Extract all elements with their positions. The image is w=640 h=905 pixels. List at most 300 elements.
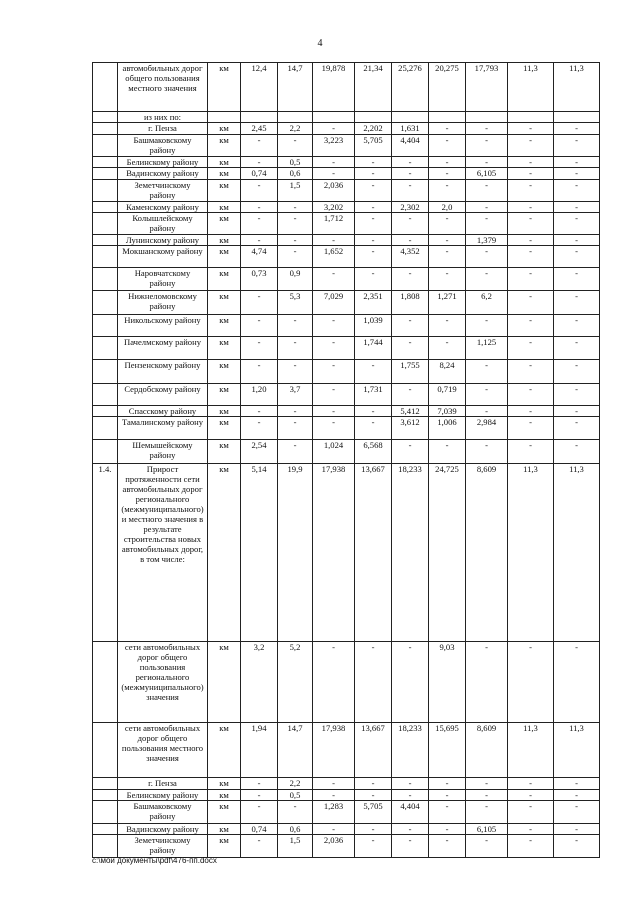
- indicator-name-cell: сети автомобильных дорог общего пользования местного значения: [118, 723, 208, 778]
- value-cell: -: [313, 315, 355, 337]
- table-row: [93, 801, 600, 824]
- value-cell: 2,202: [355, 123, 392, 135]
- value-cell: 2,036: [313, 180, 355, 202]
- value-cell: 17,793: [466, 63, 508, 112]
- value-cell: -: [508, 291, 554, 315]
- unit-cell: км: [208, 235, 241, 246]
- value-cell: [313, 112, 355, 123]
- row-number-cell: [93, 801, 118, 824]
- value-cell: -: [429, 824, 466, 835]
- value-cell: -: [466, 180, 508, 202]
- value-cell: -: [392, 384, 429, 406]
- value-cell: 7,039: [429, 406, 466, 417]
- value-cell: [241, 112, 278, 123]
- table-row: [93, 235, 600, 246]
- row-number-cell: [93, 112, 118, 123]
- value-cell: -: [313, 235, 355, 246]
- value-cell: -: [554, 168, 600, 180]
- table-row: [93, 440, 600, 464]
- value-cell: 5,705: [355, 135, 392, 157]
- value-cell: -: [554, 213, 600, 235]
- table-row: [93, 202, 600, 213]
- value-cell: -: [355, 406, 392, 417]
- value-cell: -: [429, 790, 466, 801]
- value-cell: 11,3: [554, 464, 600, 642]
- table-row: [93, 464, 600, 642]
- value-cell: 1,379: [466, 235, 508, 246]
- value-cell: 1,94: [241, 723, 278, 778]
- value-cell: -: [278, 801, 313, 824]
- page-number: 4: [317, 38, 323, 49]
- value-cell: -: [313, 123, 355, 135]
- value-cell: -: [241, 157, 278, 168]
- value-cell: -: [554, 778, 600, 790]
- road-length-table: [92, 62, 600, 858]
- value-cell: 14,7: [278, 63, 313, 112]
- value-cell: 19,9: [278, 464, 313, 642]
- value-cell: -: [278, 246, 313, 268]
- value-cell: 19,878: [313, 63, 355, 112]
- value-cell: 2,302: [392, 202, 429, 213]
- table-row: [93, 406, 600, 417]
- value-cell: [392, 112, 429, 123]
- value-cell: -: [466, 406, 508, 417]
- value-cell: -: [313, 168, 355, 180]
- row-number-cell: [93, 360, 118, 384]
- table-row: [93, 291, 600, 315]
- value-cell: -: [554, 384, 600, 406]
- value-cell: 11,3: [554, 63, 600, 112]
- value-cell: -: [313, 790, 355, 801]
- unit-cell: км: [208, 202, 241, 213]
- value-cell: -: [278, 417, 313, 440]
- value-cell: -: [241, 790, 278, 801]
- value-cell: -: [355, 213, 392, 235]
- value-cell: -: [429, 337, 466, 360]
- value-cell: -: [429, 778, 466, 790]
- indicator-name-cell: сети автомобильных дорог общего пользования регионального (межмуниципального) значения: [118, 642, 208, 723]
- indicator-name-cell: Мокшанскому району: [118, 246, 208, 268]
- unit-cell: км: [208, 801, 241, 824]
- indicator-name-cell: Колышлейскому району: [118, 213, 208, 235]
- value-cell: 1,006: [429, 417, 466, 440]
- table-row: [93, 268, 600, 291]
- value-cell: 3,7: [278, 384, 313, 406]
- unit-cell: км: [208, 291, 241, 315]
- value-cell: -: [466, 440, 508, 464]
- table-row: [93, 123, 600, 135]
- value-cell: -: [554, 123, 600, 135]
- row-number-cell: [93, 202, 118, 213]
- value-cell: -: [466, 268, 508, 291]
- value-cell: -: [508, 440, 554, 464]
- value-cell: -: [466, 202, 508, 213]
- indicator-name-cell: Пачелмскому району: [118, 337, 208, 360]
- value-cell: -: [508, 235, 554, 246]
- value-cell: 5,705: [355, 801, 392, 824]
- value-cell: 0,74: [241, 824, 278, 835]
- footer-file-path: c:\мои документы\pdf\476-пп.docx: [92, 856, 217, 865]
- row-number-cell: [93, 642, 118, 723]
- value-cell: -: [392, 180, 429, 202]
- value-cell: -: [241, 835, 278, 858]
- value-cell: -: [355, 157, 392, 168]
- value-cell: -: [554, 235, 600, 246]
- row-number-cell: [93, 123, 118, 135]
- value-cell: -: [554, 440, 600, 464]
- value-cell: -: [278, 406, 313, 417]
- value-cell: 1,652: [313, 246, 355, 268]
- table-row: [93, 246, 600, 268]
- value-cell: -: [466, 835, 508, 858]
- unit-cell: км: [208, 246, 241, 268]
- value-cell: -: [508, 202, 554, 213]
- value-cell: 6,105: [466, 168, 508, 180]
- value-cell: -: [554, 202, 600, 213]
- value-cell: -: [508, 157, 554, 168]
- value-cell: -: [429, 168, 466, 180]
- value-cell: -: [429, 235, 466, 246]
- value-cell: 4,352: [392, 246, 429, 268]
- table-row: [93, 360, 600, 384]
- value-cell: -: [313, 360, 355, 384]
- value-cell: -: [508, 246, 554, 268]
- value-cell: 20,275: [429, 63, 466, 112]
- value-cell: -: [554, 835, 600, 858]
- value-cell: -: [508, 778, 554, 790]
- value-cell: -: [554, 417, 600, 440]
- value-cell: 4,404: [392, 135, 429, 157]
- indicator-name-cell: Башмаковскому району: [118, 801, 208, 824]
- value-cell: 1,712: [313, 213, 355, 235]
- value-cell: 3,223: [313, 135, 355, 157]
- value-cell: -: [278, 235, 313, 246]
- unit-cell: км: [208, 63, 241, 112]
- table-row: [93, 135, 600, 157]
- value-cell: 6,105: [466, 824, 508, 835]
- unit-cell: км: [208, 642, 241, 723]
- value-cell: -: [466, 778, 508, 790]
- row-number-cell: [93, 790, 118, 801]
- value-cell: -: [392, 213, 429, 235]
- value-cell: -: [355, 268, 392, 291]
- value-cell: 6,568: [355, 440, 392, 464]
- value-cell: 17,938: [313, 723, 355, 778]
- value-cell: 3,2: [241, 642, 278, 723]
- value-cell: [355, 112, 392, 123]
- value-cell: 12,4: [241, 63, 278, 112]
- unit-cell: км: [208, 268, 241, 291]
- row-number-cell: [93, 835, 118, 858]
- row-number-cell: [93, 723, 118, 778]
- value-cell: -: [313, 406, 355, 417]
- value-cell: -: [313, 337, 355, 360]
- row-number-cell: [93, 246, 118, 268]
- value-cell: -: [355, 642, 392, 723]
- value-cell: -: [508, 213, 554, 235]
- value-cell: -: [278, 213, 313, 235]
- value-cell: 5,3: [278, 291, 313, 315]
- indicator-name-cell: Белинскому району: [118, 790, 208, 801]
- value-cell: -: [241, 315, 278, 337]
- unit-cell: [208, 112, 241, 123]
- row-number-cell: [93, 315, 118, 337]
- value-cell: -: [278, 202, 313, 213]
- value-cell: -: [392, 835, 429, 858]
- value-cell: -: [392, 440, 429, 464]
- value-cell: 7,029: [313, 291, 355, 315]
- value-cell: -: [241, 417, 278, 440]
- indicator-name-cell: Вадинскому району: [118, 168, 208, 180]
- value-cell: 1,271: [429, 291, 466, 315]
- value-cell: 2,2: [278, 123, 313, 135]
- value-cell: -: [241, 180, 278, 202]
- value-cell: 1,024: [313, 440, 355, 464]
- value-cell: -: [392, 268, 429, 291]
- value-cell: -: [392, 642, 429, 723]
- value-cell: -: [508, 337, 554, 360]
- value-cell: 1,808: [392, 291, 429, 315]
- row-number-cell: [93, 168, 118, 180]
- value-cell: 11,3: [508, 723, 554, 778]
- value-cell: 3,612: [392, 417, 429, 440]
- value-cell: -: [392, 790, 429, 801]
- row-number-cell: [93, 337, 118, 360]
- unit-cell: км: [208, 135, 241, 157]
- value-cell: -: [554, 315, 600, 337]
- value-cell: -: [429, 123, 466, 135]
- value-cell: 3,202: [313, 202, 355, 213]
- value-cell: 2,036: [313, 835, 355, 858]
- table-row: [93, 417, 600, 440]
- value-cell: -: [392, 157, 429, 168]
- table-row: [93, 790, 600, 801]
- unit-cell: км: [208, 790, 241, 801]
- indicator-name-cell: Никольскому району: [118, 315, 208, 337]
- value-cell: -: [241, 202, 278, 213]
- value-cell: -: [355, 202, 392, 213]
- row-number-cell: [93, 135, 118, 157]
- value-cell: 14,7: [278, 723, 313, 778]
- value-cell: 0,5: [278, 790, 313, 801]
- value-cell: -: [466, 384, 508, 406]
- indicator-name-cell: Башмаковскому району: [118, 135, 208, 157]
- indicator-name-cell: г. Пенза: [118, 123, 208, 135]
- indicator-name-cell: Белинскому району: [118, 157, 208, 168]
- row-number-cell: [93, 417, 118, 440]
- value-cell: -: [355, 168, 392, 180]
- table-row: [93, 384, 600, 406]
- value-cell: 11,3: [508, 63, 554, 112]
- value-cell: 8,24: [429, 360, 466, 384]
- value-cell: -: [508, 123, 554, 135]
- value-cell: -: [429, 835, 466, 858]
- indicator-name-cell: г. Пенза: [118, 778, 208, 790]
- value-cell: 17,938: [313, 464, 355, 642]
- value-cell: -: [508, 801, 554, 824]
- value-cell: -: [278, 135, 313, 157]
- value-cell: 25,276: [392, 63, 429, 112]
- indicator-name-cell: Нижнеломовскому району: [118, 291, 208, 315]
- value-cell: -: [355, 835, 392, 858]
- value-cell: -: [508, 268, 554, 291]
- value-cell: -: [554, 642, 600, 723]
- value-cell: -: [429, 135, 466, 157]
- value-cell: 1,631: [392, 123, 429, 135]
- value-cell: 1,755: [392, 360, 429, 384]
- row-number-cell: [93, 63, 118, 112]
- value-cell: 1,5: [278, 835, 313, 858]
- unit-cell: км: [208, 417, 241, 440]
- value-cell: -: [429, 315, 466, 337]
- indicator-name-cell: Сердобскому району: [118, 384, 208, 406]
- value-cell: 1,5: [278, 180, 313, 202]
- value-cell: 9,03: [429, 642, 466, 723]
- value-cell: -: [429, 440, 466, 464]
- value-cell: -: [554, 246, 600, 268]
- value-cell: -: [241, 235, 278, 246]
- value-cell: -: [392, 778, 429, 790]
- value-cell: -: [508, 790, 554, 801]
- row-number-cell: [93, 824, 118, 835]
- value-cell: 2,0: [429, 202, 466, 213]
- value-cell: 13,667: [355, 464, 392, 642]
- value-cell: 0,73: [241, 268, 278, 291]
- value-cell: -: [466, 642, 508, 723]
- value-cell: -: [554, 180, 600, 202]
- table-row: [93, 180, 600, 202]
- value-cell: -: [554, 337, 600, 360]
- indicator-name-cell: Лунинскому району: [118, 235, 208, 246]
- value-cell: -: [313, 157, 355, 168]
- value-cell: 8,609: [466, 464, 508, 642]
- value-cell: [508, 112, 554, 123]
- value-cell: 6,2: [466, 291, 508, 315]
- unit-cell: км: [208, 723, 241, 778]
- value-cell: -: [429, 246, 466, 268]
- value-cell: -: [508, 168, 554, 180]
- value-cell: -: [466, 157, 508, 168]
- indicator-name-cell: из них по:: [118, 112, 208, 123]
- table-row: [93, 642, 600, 723]
- value-cell: 0,6: [278, 168, 313, 180]
- unit-cell: км: [208, 315, 241, 337]
- value-cell: -: [429, 180, 466, 202]
- value-cell: 5,412: [392, 406, 429, 417]
- unit-cell: км: [208, 384, 241, 406]
- row-number-cell: [93, 268, 118, 291]
- row-number-cell: [93, 213, 118, 235]
- value-cell: 1,039: [355, 315, 392, 337]
- unit-cell: км: [208, 464, 241, 642]
- table-row: [93, 835, 600, 858]
- indicator-name-cell: Вадинскому району: [118, 824, 208, 835]
- value-cell: -: [392, 824, 429, 835]
- value-cell: 11,3: [554, 723, 600, 778]
- value-cell: 1,20: [241, 384, 278, 406]
- unit-cell: км: [208, 213, 241, 235]
- unit-cell: км: [208, 440, 241, 464]
- value-cell: 0,719: [429, 384, 466, 406]
- value-cell: -: [241, 360, 278, 384]
- value-cell: -: [355, 360, 392, 384]
- value-cell: -: [554, 135, 600, 157]
- unit-cell: км: [208, 337, 241, 360]
- value-cell: 18,233: [392, 464, 429, 642]
- value-cell: -: [429, 801, 466, 824]
- row-number-cell: [93, 157, 118, 168]
- row-number-cell: [93, 291, 118, 315]
- value-cell: -: [313, 417, 355, 440]
- value-cell: -: [313, 642, 355, 723]
- unit-cell: км: [208, 180, 241, 202]
- value-cell: -: [429, 268, 466, 291]
- unit-cell: км: [208, 778, 241, 790]
- value-cell: [429, 112, 466, 123]
- value-cell: -: [554, 790, 600, 801]
- value-cell: -: [241, 291, 278, 315]
- value-cell: -: [554, 268, 600, 291]
- value-cell: -: [508, 135, 554, 157]
- value-cell: 1,125: [466, 337, 508, 360]
- value-cell: -: [508, 642, 554, 723]
- value-cell: -: [355, 246, 392, 268]
- value-cell: -: [466, 123, 508, 135]
- value-cell: -: [355, 790, 392, 801]
- indicator-name-cell: Шемышейскому району: [118, 440, 208, 464]
- value-cell: 0,6: [278, 824, 313, 835]
- value-cell: -: [355, 824, 392, 835]
- table-row: [93, 112, 600, 123]
- value-cell: -: [241, 406, 278, 417]
- value-cell: -: [278, 337, 313, 360]
- table-row: [93, 337, 600, 360]
- value-cell: 15,695: [429, 723, 466, 778]
- value-cell: -: [241, 801, 278, 824]
- value-cell: -: [508, 315, 554, 337]
- value-cell: -: [278, 440, 313, 464]
- value-cell: -: [392, 168, 429, 180]
- unit-cell: км: [208, 157, 241, 168]
- value-cell: -: [355, 417, 392, 440]
- value-cell: -: [313, 268, 355, 291]
- value-cell: 5,14: [241, 464, 278, 642]
- indicator-name-cell: Спасскому району: [118, 406, 208, 417]
- value-cell: 18,233: [392, 723, 429, 778]
- value-cell: 4,74: [241, 246, 278, 268]
- value-cell: 24,725: [429, 464, 466, 642]
- indicator-name-cell: автомобильных дорог общего пользования местного значения: [118, 63, 208, 112]
- unit-cell: км: [208, 360, 241, 384]
- value-cell: 2,984: [466, 417, 508, 440]
- value-cell: [278, 112, 313, 123]
- indicator-name-cell: Наровчатскому району: [118, 268, 208, 291]
- value-cell: 4,404: [392, 801, 429, 824]
- table-row: [93, 824, 600, 835]
- value-cell: 0,74: [241, 168, 278, 180]
- value-cell: -: [508, 417, 554, 440]
- value-cell: -: [508, 824, 554, 835]
- value-cell: -: [554, 801, 600, 824]
- row-number-cell: 1.4.: [93, 464, 118, 642]
- value-cell: -: [313, 824, 355, 835]
- indicator-name-cell: Пензенскому району: [118, 360, 208, 384]
- value-cell: [466, 112, 508, 123]
- value-cell: -: [508, 406, 554, 417]
- unit-cell: км: [208, 406, 241, 417]
- row-number-cell: [93, 440, 118, 464]
- value-cell: -: [466, 315, 508, 337]
